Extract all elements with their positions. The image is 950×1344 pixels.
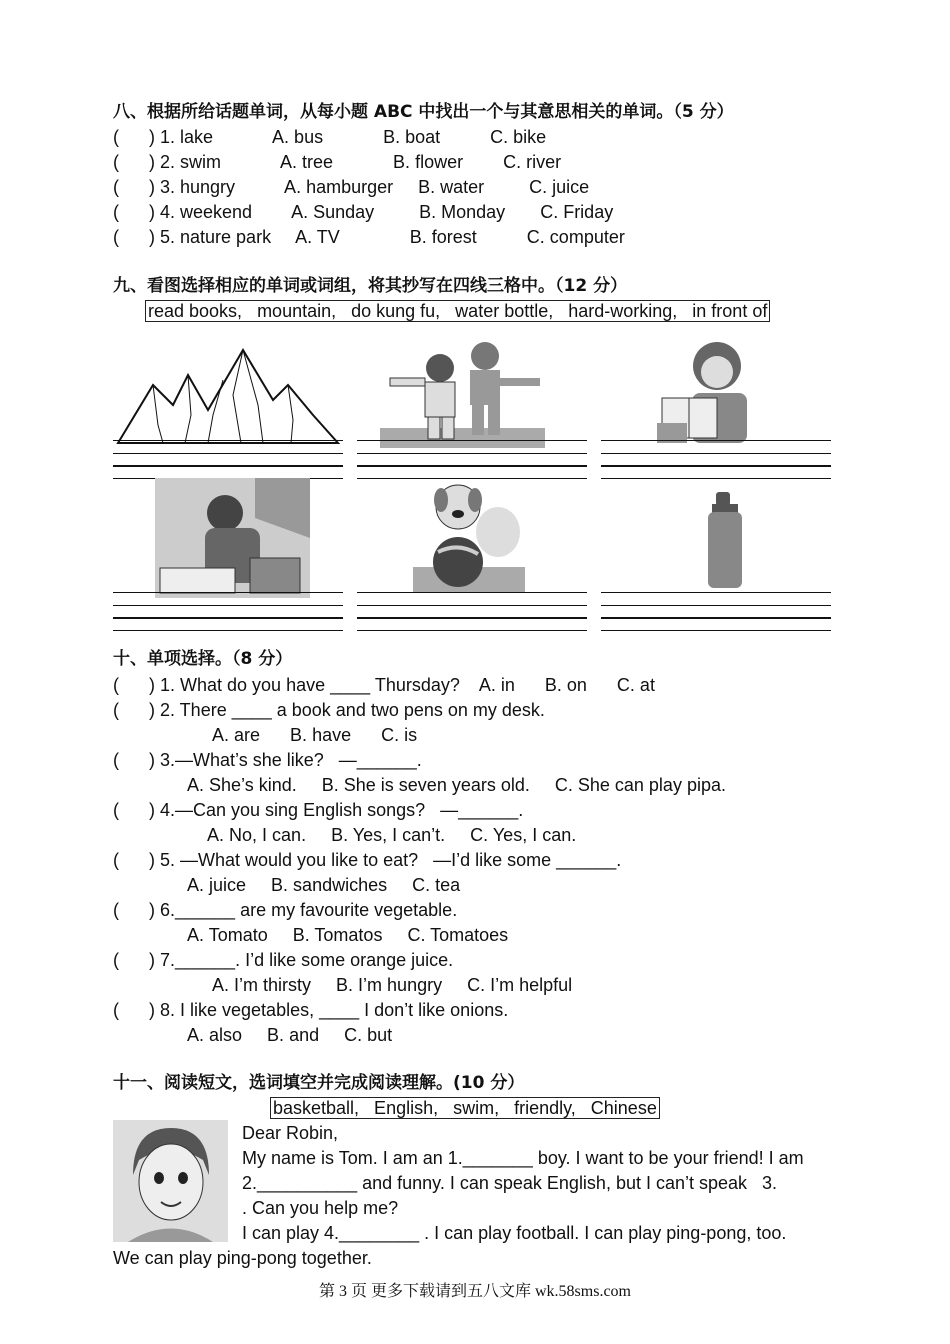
section8-item-3: ( ) 3. hungry A. hamburger B. water C. juice [113,177,590,197]
letter-line: . Can you help me? [242,1198,399,1218]
writing-lines-6[interactable] [601,592,831,632]
kung-fu-picture [380,338,545,448]
section10-line: A. are B. have C. is [113,725,418,745]
section8-item-5: ( ) 5. nature park A. TV B. forest C. computer [113,227,625,247]
section10-line: ( ) 6.______ are my favourite vegetable. [113,900,458,920]
section10-line: ( ) 3.—What’s she like? —______. [113,750,422,770]
writing-lines-4[interactable] [113,592,343,632]
section10-line: ( ) 4.—Can you sing English songs? —______. [113,800,524,820]
section10-line: ( ) 7.______. I’d like some orange juice. [113,950,454,970]
letter-line: 2.__________ and funny. I can speak English, but I can’t speak 3. [242,1173,778,1193]
writing-lines-3[interactable] [601,440,831,480]
section10-line: A. juice B. sandwiches C. tea [113,875,461,895]
writing-lines-2[interactable] [357,440,587,480]
section10-line: A. She’s kind. B. She is seven years old. C. She can play pipa. [113,775,726,795]
section10-title: 十、单项选择。（8 分） [113,649,293,669]
section8-item-2: ( ) 2. swim A. tree B. flower C. river [113,152,562,172]
section9-title: 九、看图选择相应的单词或词组，将其抄写在四线三格中。（12 分） [113,276,628,296]
letter-line: I can play 4.________ . I can play football. I can play ping-pong, too. [242,1223,787,1243]
page-footer: 第 3 页 更多下载请到五八文库 wk.58sms.com [318,1283,631,1300]
section10-line: A. Tomato B. Tomatos C. Tomatoes [113,925,509,945]
letter-last-line: We can play ping-pong together. [113,1248,372,1268]
letter-line: My name is Tom. I am an 1._______ boy. I want to be your friend! I am [242,1148,804,1168]
mountain-picture [113,345,343,445]
section10-line: A. I’m thirsty B. I’m hungry C. I’m helpful [113,975,573,995]
section8-item-1: ( ) 1. lake A. bus B. boat C. bike [113,127,547,147]
read-books-picture [657,338,762,448]
section10-line: A. No, I can. B. Yes, I can’t. C. Yes, I can. [113,825,577,845]
in-front-of-picture [413,482,525,592]
writing-lines-5[interactable] [357,592,587,632]
section9-wordbox: read books, mountain, do kung fu, water bottle, hard-working, in front of [145,300,770,322]
section10-line: ( ) 5. —What would you like to eat? —I’d like some ______. [113,850,622,870]
hard-working-picture [155,478,310,598]
section8-title: 八、根据所给话题单词，从每小题 ABC 中找出一个与其意思相关的单词。（5 分） [113,102,734,122]
boy-portrait-picture [113,1120,228,1242]
section10-line: ( ) 2. There ____ a book and two pens on my desk. [113,700,545,720]
section10-line: ( ) 1. What do you have ____ Thursday? A. in B. on C. at [113,675,655,695]
section8-item-4: ( ) 4. weekend A. Sunday B. Monday C. Friday [113,202,614,222]
water-bottle-picture [706,492,744,590]
section10-line: ( ) 8. I like vegetables, ____ I don’t like onions. [113,1000,509,1020]
writing-lines-1[interactable] [113,440,343,480]
letter-line: Dear Robin, [242,1123,339,1143]
section10-line: A. also B. and C. but [113,1025,393,1045]
section11-wordbox: basketball, English, swim, friendly, Chinese [270,1097,660,1119]
section11-title: 十一、阅读短文，选词填空并完成阅读理解。(10 分） [113,1073,525,1093]
